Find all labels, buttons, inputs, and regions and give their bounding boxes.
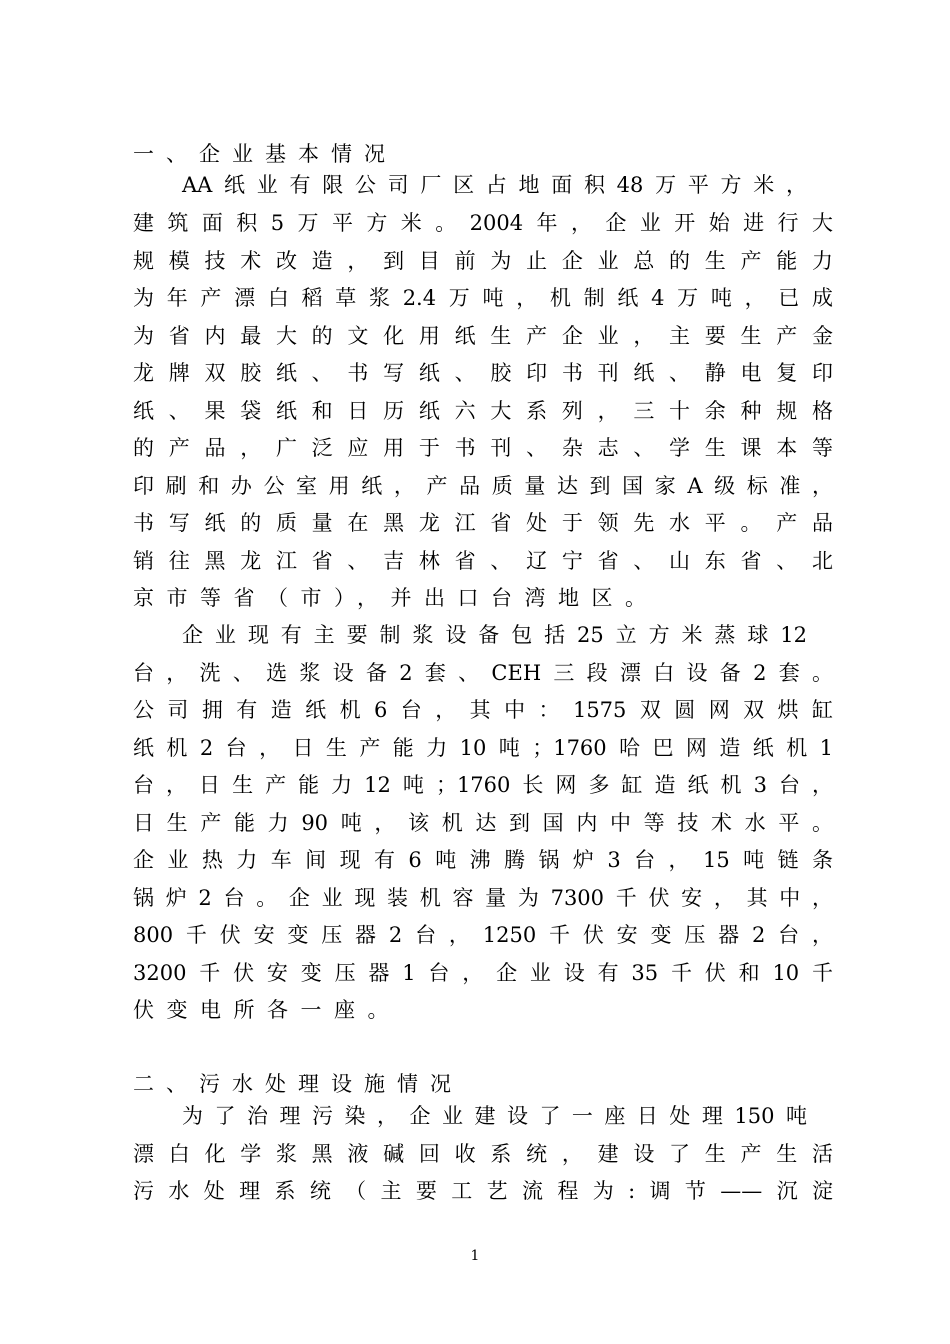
section-2-heading: 二、污水处理设施情况 — [133, 1072, 463, 1096]
section-1-line-11: 销往黑龙江省、吉林省、辽宁省、山东省、北 — [133, 549, 833, 573]
section-1-line-1: AA纸业有限公司厂区占地面积48万平方米， — [182, 173, 807, 197]
section-1-line-5: 为省内最大的文化用纸生产企业，主要生产金 — [133, 324, 833, 348]
section-1-line-6: 龙牌双胶纸、书写纸、胶印书刊纸、静电复印 — [133, 361, 833, 385]
section-1-line-12: 京市等省（市），并出口台湾地区。 — [133, 586, 659, 610]
section-1-line-15: 公司拥有造纸机6台，其中：1575双圆网双烘缸 — [133, 698, 833, 722]
page-number: 1 — [470, 1248, 480, 1264]
section-1-line-3: 规模技术改造，到目前为止企业总的生产能力 — [133, 249, 833, 273]
section-1-line-13: 企业现有主要制浆设备包括25立方米蒸球12 — [182, 623, 807, 647]
section-2-line-1: 为了治理污染，企业建设了一座日处理150吨 — [182, 1104, 807, 1128]
section-1-line-20: 锅炉2台。企业现装机容量为7300千伏安，其中， — [133, 886, 833, 910]
section-1-heading: 一、企业基本情况 — [133, 142, 397, 166]
section-1-line-18: 日生产能力90吨，该机达到国内中等技术水平。 — [133, 811, 833, 835]
section-1-line-14: 台，洗、选浆设备2套、CEH三段漂白设备2套。 — [133, 661, 833, 685]
section-1-line-19: 企业热力车间现有6吨沸腾锅炉3台，15吨链条 — [133, 848, 833, 872]
section-1-line-4: 为年产漂白稻草浆2.4万吨，机制纸4万吨，已成 — [133, 286, 833, 310]
section-1-line-21: 800千伏安变压器2台，1250千伏安变压器2台， — [133, 923, 833, 947]
section-1-line-17: 台，日生产能力12吨；1760长网多缸造纸机3台， — [133, 773, 833, 797]
section-2-line-3: 污水处理系统（主要工艺流程为:调节——沉淀 — [133, 1179, 833, 1203]
section-1-line-23: 伏变电所各一座。 — [133, 998, 401, 1022]
section-1-line-22: 3200千伏安变压器1台，企业设有35千伏和10千 — [133, 961, 833, 985]
section-2-line-2: 漂白化学浆黑液碱回收系统，建设了生产生活 — [133, 1142, 833, 1166]
section-1-line-9: 印刷和办公室用纸，产品质量达到国家A级标准， — [133, 474, 833, 498]
section-1-line-10: 书写纸的质量在黑龙江省处于领先水平。产品 — [133, 511, 833, 535]
section-1-line-2: 建筑面积5万平方米。2004年，企业开始进行大 — [133, 211, 833, 235]
section-1-line-8: 的产品，广泛应用于书刊、杂志、学生课本等 — [133, 436, 833, 460]
section-1-line-16: 纸机2台，日生产能力10吨；1760哈巴网造纸机1 — [133, 736, 833, 760]
section-1-line-7: 纸、果袋纸和日历纸六大系列，三十余种规格 — [133, 399, 833, 423]
